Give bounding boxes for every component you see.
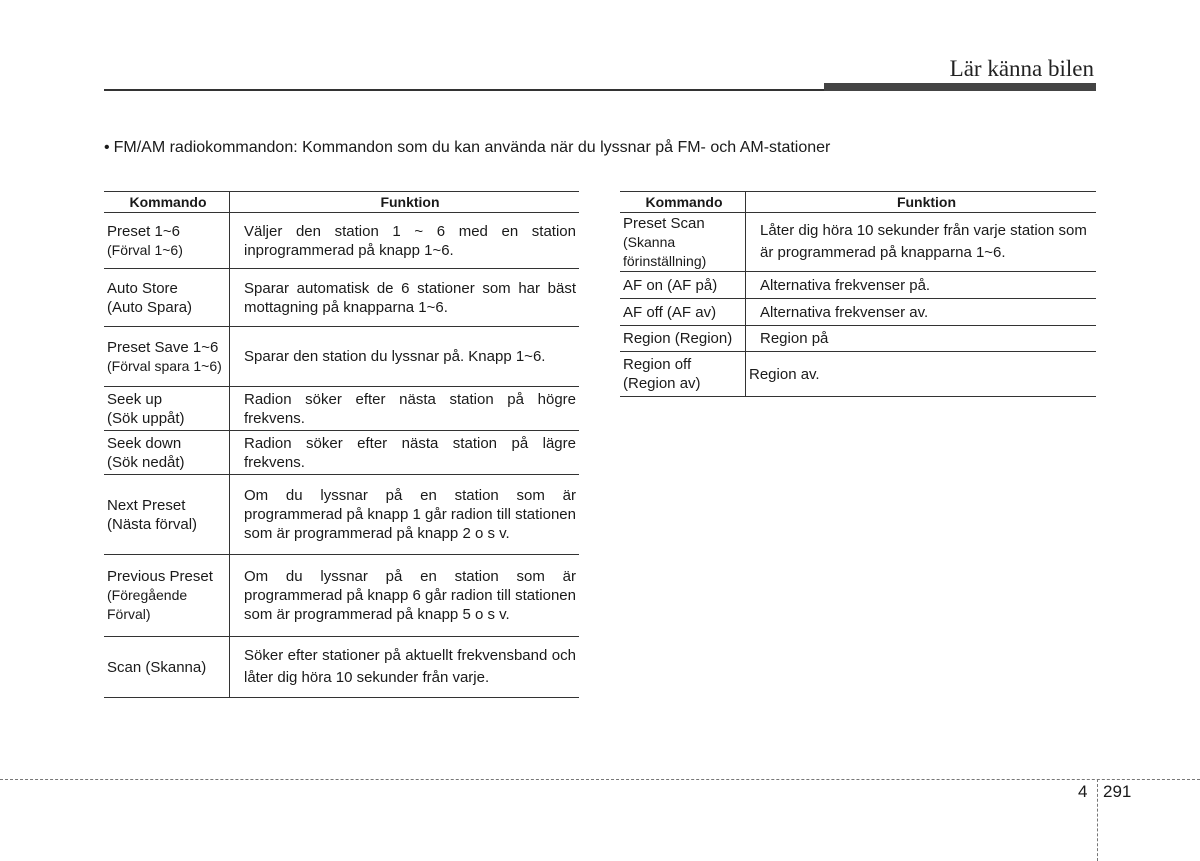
table-row <box>104 475 579 555</box>
command-name: Preset Save 1~6 <box>107 338 219 356</box>
command-translation: (Skanna förinställning) <box>623 233 707 269</box>
column-header-function: Funktion <box>746 192 1097 213</box>
table-row <box>104 269 579 327</box>
command-translation: (Auto Spara) <box>107 298 193 316</box>
command-translation: (Nästa förval) <box>107 515 198 533</box>
function-cell: Region på <box>746 326 1097 352</box>
bullet: • <box>104 139 110 156</box>
command-name: Preset Scan <box>623 214 705 232</box>
command-translation: (Sök nedåt) <box>107 453 185 471</box>
footer-divider <box>1097 779 1098 861</box>
function-cell: Låter dig höra 10 sekunder från varje station som är programmerad på knapparna 1~6. <box>746 213 1097 272</box>
function-cell: Väljer den station 1 ~ 6 med en station inprogrammerad på knapp 1~6. <box>230 213 580 269</box>
command-cell <box>104 387 230 431</box>
column-header-command: Kommando <box>620 192 746 213</box>
table-row <box>104 327 579 387</box>
function-cell: Region av. <box>746 352 1097 397</box>
chapter-number: 4 <box>1078 782 1088 801</box>
command-name: Previous Preset <box>107 568 213 585</box>
function-cell: Radion söker efter nästa station på lägre frekvens. <box>230 431 580 475</box>
table-header-row <box>104 192 579 213</box>
table-row <box>104 387 579 431</box>
header-rule <box>104 89 824 91</box>
command-cell <box>104 431 230 475</box>
command-cell: Region (Region) <box>620 326 746 352</box>
function-cell: Alternativa frekvenser av. <box>746 299 1097 326</box>
command-translation: (Förval spara 1~6) <box>107 357 222 374</box>
table-row <box>104 555 579 637</box>
command-name: Seek down <box>107 434 182 452</box>
command-translation: (Sök uppåt) <box>107 409 185 427</box>
column-header-command: Kommando <box>104 192 230 213</box>
function-cell: Sparar automatisk de 6 stationer som har bäst mottagning på knapparna 1~6. <box>230 269 580 327</box>
command-translation: (Föregående Förval) <box>107 587 188 622</box>
command-cell: AF on (AF på) <box>620 272 746 299</box>
function-cell: Om du lyssnar på en station som är programmerad på knapp 6 går radion till stationen som är programmerad på knapp 5 o s v. <box>230 555 580 637</box>
command-cell: AF off (AF av) <box>620 299 746 326</box>
fm-am-commands-table <box>104 191 579 698</box>
chapter-title: Lär känna bilen <box>949 56 1094 81</box>
function-cell: Om du lyssnar på en station som är programmerad på knapp 1 går radion till stationen som är programmerad på knapp 2 o s v. <box>230 475 580 555</box>
header-rule-accent <box>824 83 1096 91</box>
intro-text: FM/AM radiokommandon: Kommandon som du kan använda när du lyssnar på FM- och AM-stationer <box>113 139 831 156</box>
rds-commands-table <box>620 191 1096 397</box>
command-cell <box>104 269 230 327</box>
table-row <box>104 637 579 698</box>
function-cell: Sparar den station du lyssnar på. Knapp 1~6. <box>230 327 580 387</box>
function-cell: Radion söker efter nästa station på högre frekvens. <box>230 387 580 431</box>
command-cell <box>104 213 230 269</box>
table-row <box>620 272 1096 299</box>
command-cell <box>620 352 746 397</box>
page-number: 291 <box>1103 782 1132 801</box>
function-cell: Alternativa frekvenser på. <box>746 272 1097 299</box>
command-translation: (Region av) <box>623 375 701 392</box>
table-row <box>620 213 1096 272</box>
command-name: Preset 1~6 <box>107 222 180 240</box>
command-cell <box>104 475 230 555</box>
footer-rule <box>0 779 1200 780</box>
command-cell <box>104 327 230 387</box>
command-cell <box>104 555 230 637</box>
command-cell <box>620 213 746 272</box>
table-row <box>620 352 1096 397</box>
command-name: Seek up <box>107 390 163 408</box>
table-row <box>104 213 579 269</box>
command-name: Region off <box>623 356 692 373</box>
table-row <box>104 431 579 475</box>
command-name: Auto Store <box>107 279 178 297</box>
command-translation: (Förval 1~6) <box>107 241 183 258</box>
command-cell: Scan (Skanna) <box>104 637 230 698</box>
table-row <box>620 326 1096 352</box>
column-header-function: Funktion <box>230 192 580 213</box>
command-name: Next Preset <box>107 496 186 514</box>
function-cell: Söker efter stationer på aktuellt frekvensband och låter dig höra 10 sekunder från varje. <box>230 637 580 698</box>
table-row <box>620 299 1096 326</box>
table-header-row <box>620 192 1096 213</box>
intro-paragraph <box>104 139 830 157</box>
